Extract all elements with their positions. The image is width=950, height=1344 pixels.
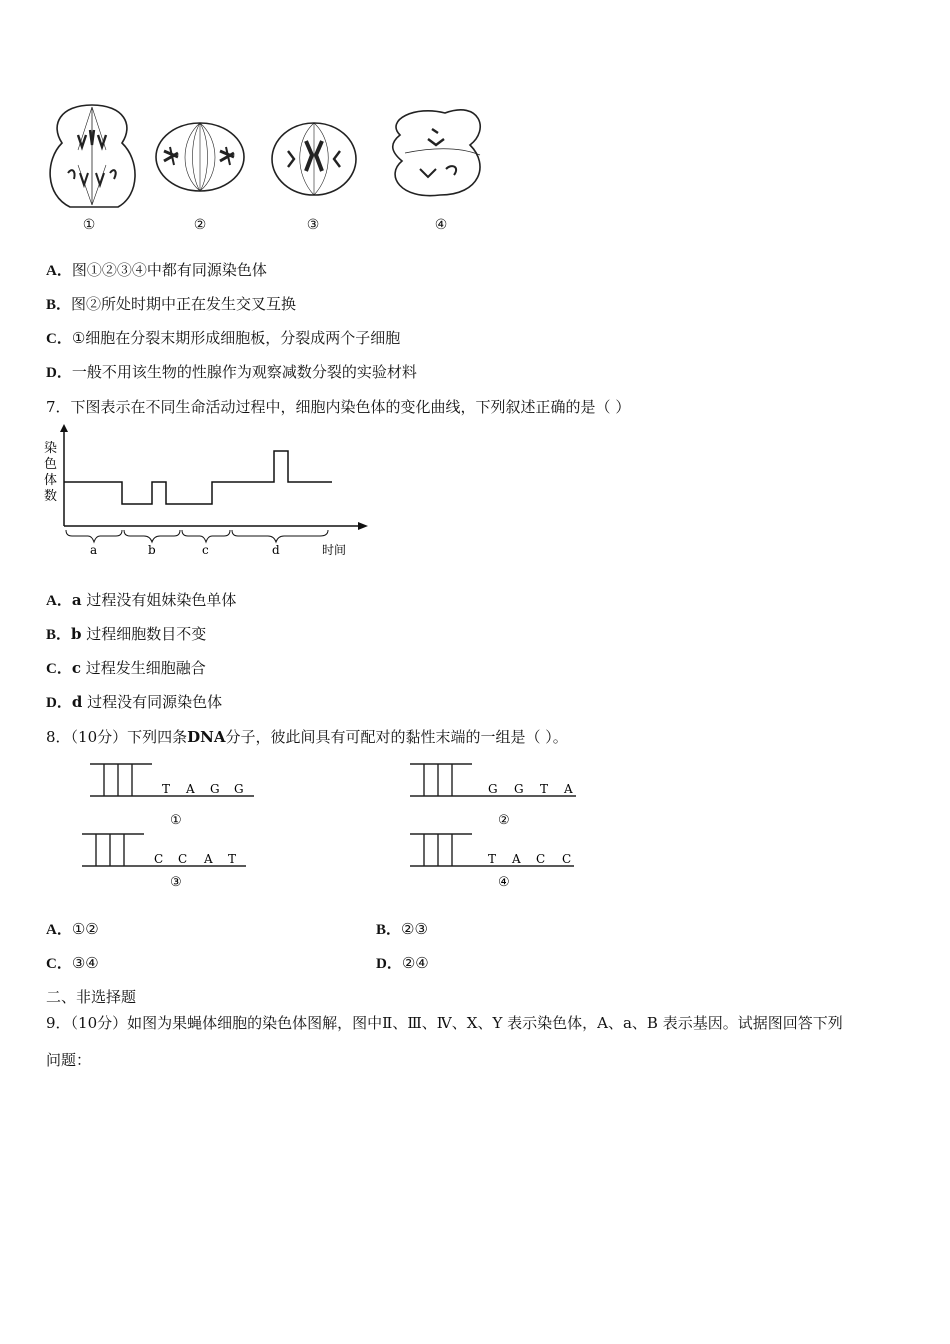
q7-chromosome-chart: [40, 422, 380, 564]
section-2-title: 二、非选择题: [46, 988, 137, 1006]
q7-segment-d: d: [272, 543, 280, 557]
q6-option-b-text: 图②所处时期中正在发生交叉互换: [71, 295, 297, 313]
dna-2-base-4: A: [564, 782, 573, 796]
q7-option-b-label: B．: [46, 627, 72, 643]
q8-score: （10分）: [70, 728, 128, 746]
q8-option-b-text: ②③: [401, 920, 428, 938]
dna-fragment-3: [82, 834, 246, 866]
q8-option-c-text: ③④: [71, 954, 99, 972]
q8-option-b: [376, 919, 428, 940]
q9-score: （10分）: [70, 1014, 128, 1032]
cell-3-metaphase: [272, 123, 356, 195]
q7-brace-c: [182, 530, 230, 542]
cell-caption-2: ②: [193, 217, 207, 233]
q7-segment-c: c: [202, 543, 209, 557]
q7-option-a-label: A．: [46, 593, 72, 609]
q6-option-c-text: ①细胞在分裂末期形成细胞板，分裂成两个子细胞: [71, 329, 401, 347]
cell-4-telophase: [393, 110, 480, 196]
q7-ylabel-3: 体: [44, 473, 58, 488]
cell-caption-4: ④: [434, 217, 448, 233]
dna-1-base-3: G: [210, 782, 220, 796]
q7-stem-text: 下图表示在不同生命活动过程中，细胞内染色体的变化曲线，下列叙述正确的是（ ）: [70, 398, 631, 416]
q7-option-a: [46, 590, 236, 611]
dna-4-base-2: A: [512, 852, 521, 866]
dna-1-base-2: A: [186, 782, 195, 796]
q6-option-a: [46, 260, 267, 281]
cell-1-anaphase: [50, 105, 135, 207]
q7-segment-a: a: [90, 543, 98, 557]
q7-stem: [46, 397, 630, 417]
dna-2-base-1: G: [488, 782, 498, 796]
q6-option-d-label: D．: [46, 365, 72, 381]
q7-brace-d: [232, 530, 328, 542]
q7-ylabel-2: 色: [44, 457, 58, 472]
q7-option-a-text: 过程没有姐妹染色单体: [86, 591, 237, 609]
q7-y-arrow: [60, 424, 68, 432]
q7-option-b-text: 过程细胞数目不变: [86, 625, 207, 643]
dna-fragment-1: [90, 764, 254, 796]
dna-3-base-4: T: [228, 852, 237, 866]
dna-3-base-2: C: [178, 852, 188, 866]
q9-line-2: 问题：: [46, 1051, 92, 1069]
q8-number: 8．: [46, 728, 71, 746]
q9-number: 9．: [46, 1014, 71, 1032]
q7-x-arrow: [358, 522, 368, 530]
q8-option-d-text: ②④: [401, 954, 429, 972]
q6-option-c-label: C．: [46, 331, 72, 347]
q6-option-b: [46, 294, 296, 315]
q8-option-d: [376, 953, 429, 974]
q8-option-a-label: A．: [46, 922, 72, 938]
q9-line-1: [46, 1013, 843, 1033]
q7-brace-a: [66, 530, 122, 542]
dna-1-base-1: T: [162, 782, 171, 796]
q8-stem-pre: 下列四条: [127, 728, 188, 746]
q8-option-c: [46, 953, 99, 974]
q6-option-a-text: 图①②③④中都有同源染色体: [71, 261, 267, 279]
q6-option-c: [46, 328, 400, 349]
q8-option-c-label: C．: [46, 956, 72, 972]
q6-option-b-label: B．: [46, 297, 72, 313]
q9-text-1: 如图为果蝇体细胞的染色体图解，图中Ⅱ、Ⅲ、Ⅳ、X、Y 表示染色体，A、a、B 表示基因。试据图回答下列: [127, 1014, 843, 1032]
q7-option-b-key: b: [71, 625, 82, 643]
q7-option-c: [46, 658, 206, 679]
dna-2-caption: ②: [498, 813, 510, 828]
dna-4-base-3: C: [536, 852, 546, 866]
q7-ylabel-4: 数: [44, 489, 58, 504]
cell-caption-1: ①: [82, 217, 96, 233]
q7-option-c-label: C．: [46, 661, 72, 677]
dna-3-caption: ③: [170, 875, 182, 890]
q8-option-a-text: ①②: [71, 920, 99, 938]
q7-option-c-key: c: [71, 659, 81, 677]
q8-option-b-label: B．: [376, 922, 402, 938]
q7-option-d-label: D．: [46, 695, 72, 711]
q8-option-a: [46, 919, 99, 940]
q7-option-a-key: a: [71, 591, 82, 609]
q8-dna-figure: [80, 758, 600, 894]
q6-option-d: [46, 362, 417, 383]
dna-3-base-1: C: [154, 852, 164, 866]
dna-4-base-1: T: [488, 852, 497, 866]
dna-2-base-3: T: [540, 782, 549, 796]
q6-option-a-label: A．: [46, 263, 72, 279]
dna-1-base-4: G: [234, 782, 244, 796]
q8-option-d-label: D．: [376, 956, 402, 972]
cell-caption-3: ③: [306, 217, 320, 233]
q7-segment-b: b: [148, 543, 156, 557]
q7-number: 7．: [46, 398, 71, 416]
q7-xlabel: 时间: [322, 543, 347, 557]
dna-4-base-4: C: [562, 852, 572, 866]
dna-1-caption: ①: [170, 813, 182, 828]
q7-option-d: [46, 692, 222, 713]
dna-3-base-3: A: [204, 852, 213, 866]
q8-stem: [46, 727, 568, 747]
q8-stem-post: 分子，彼此间具有可配对的黏性末端的一组是（ ）。: [225, 728, 568, 746]
q7-option-d-text: 过程没有同源染色体: [87, 693, 223, 711]
q7-brace-b: [124, 530, 180, 542]
q8-stem-dna: DNA: [187, 728, 226, 746]
cell-2-metaphase: [156, 123, 244, 191]
q7-option-d-key: d: [71, 693, 83, 711]
q7-option-c-text: 过程发生细胞融合: [85, 659, 206, 677]
q7-chromosome-curve: [64, 451, 332, 504]
dna-4-caption: ④: [498, 875, 510, 890]
q7-option-b: [46, 624, 206, 645]
dna-2-base-2: G: [514, 782, 524, 796]
q6-option-d-text: 一般不用该生物的性腺作为观察减数分裂的实验材料: [71, 363, 417, 381]
q7-ylabel-1: 染: [44, 441, 58, 456]
